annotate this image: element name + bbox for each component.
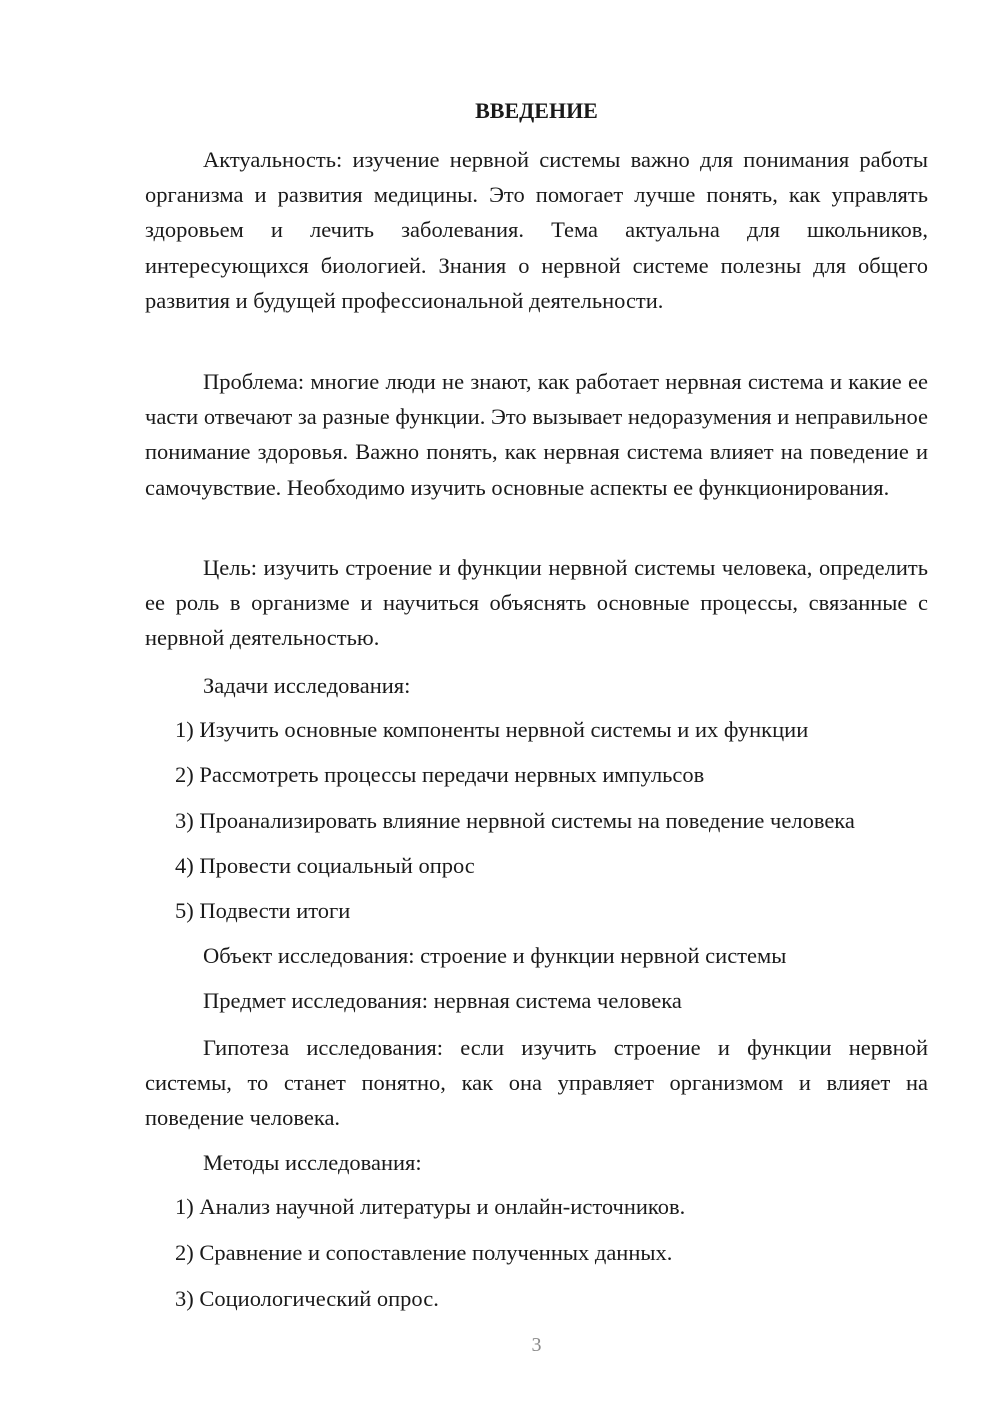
- hypothesis-paragraph: Гипотеза исследования: если изучить строение и функции нервной системы, то станет понятно, как она управляет организмом и влияет на поведение человека.: [145, 1035, 928, 1131]
- research-subject: Предмет исследования: нервная система человека: [203, 988, 682, 1013]
- research-object: Объект исследования: строение и функции нервной системы: [203, 943, 787, 968]
- method-item: 3) Социологический опрос.: [175, 1286, 439, 1311]
- task-item: 3) Проанализировать влияние нервной системы на поведение человека: [175, 808, 855, 833]
- task-item: 5) Подвести итоги: [175, 898, 351, 923]
- goal-paragraph: Цель: изучить строение и функции нервной системы человека, определить ее роль в организме и научиться объяснять основные процессы, связанные с нервной деятельностью.: [145, 555, 928, 651]
- problem-paragraph: Проблема: многие люди не знают, как работает нервная система и какие ее части отвечают за разные функции. Это вызывает недоразумения и неправильное понимание здоровья. Важно понять, как нервная система влияет на поведение и самочувствие. Необходимо изучить основные аспекты ее функционирования.: [145, 369, 928, 500]
- page-number: 3: [531, 1334, 542, 1356]
- task-item: 4) Провести социальный опрос: [175, 853, 475, 878]
- section-title: ВВЕДЕНИЕ: [475, 98, 598, 123]
- tasks-heading: Задачи исследования:: [203, 673, 411, 698]
- task-item: 1) Изучить основные компоненты нервной системы и их функции: [175, 717, 809, 742]
- document-page: [145, 0, 928, 1414]
- task-item: 2) Рассмотреть процессы передачи нервных импульсов: [175, 762, 705, 787]
- methods-heading: Методы исследования:: [203, 1150, 422, 1175]
- relevance-paragraph: Актуальность: изучение нервной системы важно для понимания работы организма и развития медицины. Это помогает лучше понять, как управлять здоровьем и лечить заболевания. Тема актуальна для школьников, интересующихся биологией. Знания о нервной системе полезны для общего развития и будущей профессиональной деятельности.: [145, 147, 928, 313]
- method-item: 2) Сравнение и сопоставление полученных данных.: [175, 1240, 673, 1265]
- method-item: 1) Анализ научной литературы и онлайн-источников.: [175, 1194, 686, 1219]
